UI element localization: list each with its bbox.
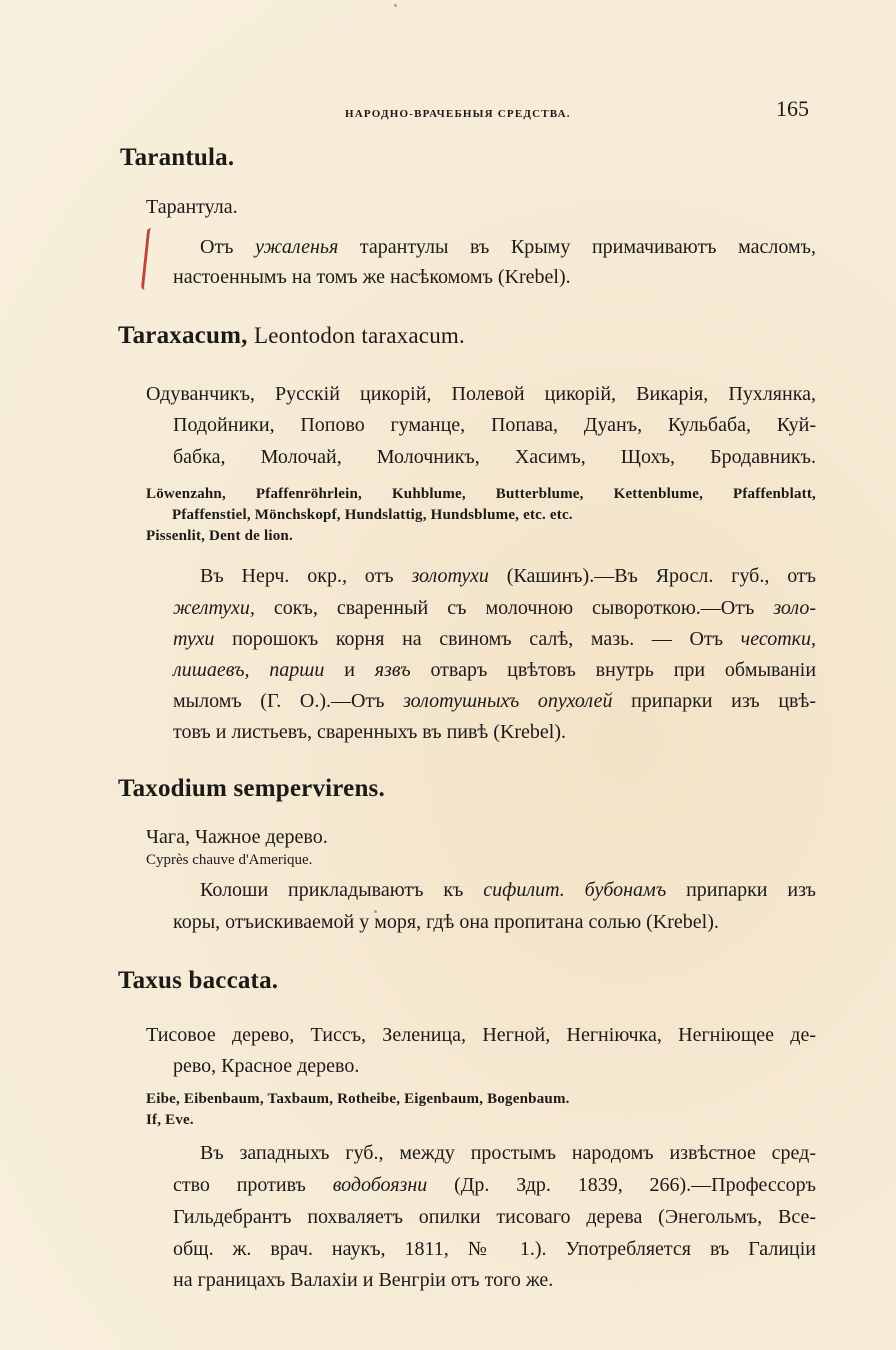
italic-term: ужаленья bbox=[255, 236, 339, 258]
text-run: и bbox=[344, 659, 355, 681]
taxodium-text-line bbox=[200, 879, 816, 902]
text-run: сокъ, сваренный съ молочною сывороткою.—Отъ bbox=[273, 597, 755, 619]
taraxacum-french-names: Pissenlit, Dent de lion. bbox=[146, 528, 293, 544]
italic-term: желтухи, bbox=[173, 597, 255, 619]
text-run: мыломъ (Г. О.).—Отъ bbox=[173, 690, 385, 712]
taxodium-french-name: Cyprès chauve d'Amerique. bbox=[146, 852, 313, 868]
taxus-text-line: Въ западныхъ губ., между простымъ народомъ извѣстное сред- bbox=[200, 1142, 816, 1164]
taxus-russian-names-line: рево, Красное дерево. bbox=[173, 1055, 360, 1077]
taraxacum-text-line bbox=[173, 690, 816, 713]
taxodium-text-line: коры, отъискиваемой у моря, гдѣ она пропитана солью (Krebel). bbox=[173, 911, 719, 933]
running-head: НАРОДНО-ВРАЧЕБНЫЯ СРЕДСТВА. bbox=[345, 108, 571, 120]
taraxacum-german-names: Löwenzahn, Pfaffenröhrlein, Kuhblume, Butterblume, Kettenblume, Pfaffenblatt, bbox=[146, 486, 816, 502]
entry-title-taxodium: Taxodium sempervirens. bbox=[118, 775, 385, 802]
text-run: припарки изъ bbox=[686, 879, 816, 901]
italic-term: язвъ bbox=[374, 659, 411, 681]
text-run: тарантулы въ Крыму примачиваютъ масломъ, bbox=[359, 236, 817, 258]
ink-speck bbox=[394, 4, 397, 7]
taxus-german-names: Eibe, Eibenbaum, Taxbaum, Rotheibe, Eigenbaum, Bogenbaum. bbox=[146, 1091, 570, 1107]
taxodium-russian-names: Чага, Чажное дерево. bbox=[146, 826, 328, 848]
entry-title-taraxacum bbox=[118, 322, 465, 350]
italic-term: золотушныхъ опухолей bbox=[403, 690, 613, 712]
margin-pencil-mark bbox=[141, 228, 156, 291]
text-run: припарки изъ цвѣ- bbox=[631, 690, 816, 712]
taxus-text-line bbox=[173, 1174, 816, 1197]
entry-title-tarantula: Tarantula. bbox=[120, 144, 235, 171]
entry-title-taxus: Taxus baccata. bbox=[118, 967, 279, 994]
taraxacum-german-names: Pfaffenstiel, Mönchskopf, Hundslattig, Hundsblume, etc. etc. bbox=[172, 507, 573, 523]
taraxacum-text-line: товъ и листьевъ, сваренныхъ въ пивѣ (Krebel). bbox=[173, 721, 567, 743]
italic-term: тухи bbox=[173, 628, 215, 650]
text-run: Въ Нерч. окр., отъ bbox=[200, 565, 394, 587]
latin-synonym: Leontodon taraxacum. bbox=[254, 323, 465, 348]
text-run: отваръ цвѣтовъ внутрь при обмываніи bbox=[430, 659, 817, 681]
taraxacum-russian-names-line: Одуванчикъ, Русскій цикорій, Полевой цикорій, Викарія, Пухлянка, bbox=[146, 383, 816, 405]
text-run: порошокъ корня на свиномъ салѣ, мазь. — Отъ bbox=[232, 628, 724, 650]
taraxacum-text-line bbox=[200, 565, 816, 588]
text-run: ство противъ bbox=[173, 1174, 306, 1196]
tarantula-russian-name: Тарантула. bbox=[146, 196, 238, 218]
latin-genus: Taraxacum, bbox=[118, 322, 248, 349]
italic-term: золотухи bbox=[411, 565, 489, 587]
italic-term: лишаевъ, парши bbox=[173, 659, 325, 681]
text-run: Колоши прикладываютъ къ bbox=[200, 879, 464, 901]
italic-term: водобоязни bbox=[332, 1174, 428, 1196]
italic-term: чесотки, bbox=[740, 628, 817, 650]
italic-term: золо- bbox=[773, 597, 817, 619]
taraxacum-russian-names-line: Подойники, Попово гуманце, Попава, Дуанъ, Кульбаба, Куй- bbox=[173, 414, 816, 436]
taxus-russian-names-line: Тисовое дерево, Тиссъ, Зеленица, Негной, Негніючка, Негніющее де- bbox=[146, 1024, 816, 1046]
taraxacum-russian-names-line: бабка, Молочай, Молочникъ, Хасимъ, Щохъ, Бродавникъ. bbox=[173, 446, 816, 468]
text-run: (Др. Здр. 1839, 266).—Профессоръ bbox=[454, 1174, 817, 1196]
text-run: (Кашинъ).—Въ Яросл. губ., отъ bbox=[506, 565, 817, 587]
text-run: Отъ bbox=[200, 236, 234, 258]
taxus-french-names: If, Eve. bbox=[146, 1112, 194, 1128]
tarantula-text-line bbox=[200, 236, 816, 259]
tarantula-text-line: настоеннымъ на томъ же насѣкомомъ (Krebel). bbox=[173, 266, 571, 288]
taxus-text-line: Гильдебрантъ похваляетъ опилки тисоваго дерева (Энегольмъ, Все- bbox=[173, 1206, 816, 1228]
taxus-text-line: на границахъ Валахіи и Венгріи отъ того же. bbox=[173, 1269, 554, 1291]
taxus-text-line: общ. ж. врач. наукъ, 1811, № 1.). Употребляется въ Галиціи bbox=[173, 1238, 816, 1260]
italic-term: сифилит. бубонамъ bbox=[483, 879, 667, 901]
page-number: 165 bbox=[776, 96, 809, 121]
taraxacum-text-line bbox=[173, 597, 816, 620]
taraxacum-text-line bbox=[173, 659, 816, 682]
taraxacum-text-line bbox=[173, 628, 816, 651]
